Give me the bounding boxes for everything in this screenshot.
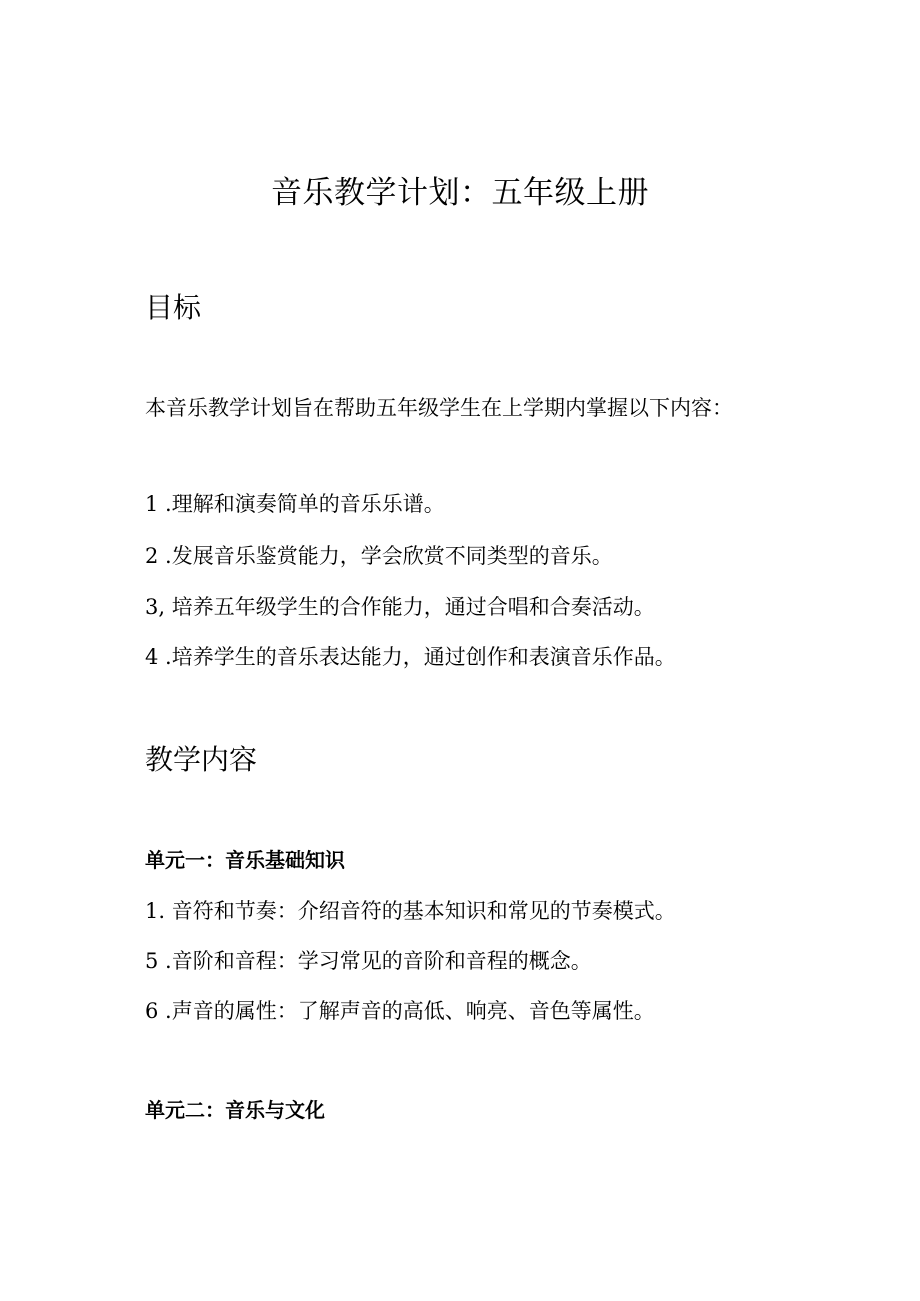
unit1-item: 5 .音阶和音程：学习常见的音阶和音程的概念。 bbox=[145, 949, 592, 973]
document-title: 音乐教学计划：五年级上册 bbox=[271, 175, 649, 211]
goal-item: 4 .培养学生的音乐表达能力，通过创作和表演音乐作品。 bbox=[145, 645, 676, 669]
goals-heading: 目标 bbox=[145, 291, 202, 324]
goal-item: 1 .理解和演奏简单的音乐乐谱。 bbox=[145, 492, 445, 516]
content-heading: 教学内容 bbox=[145, 743, 258, 776]
goals-intro: 本音乐教学计划旨在帮助五年级学生在上学期内掌握以下内容： bbox=[145, 396, 733, 420]
unit1-item: 1. 音符和节奏：介绍音符的基本知识和常见的节奏模式。 bbox=[145, 899, 676, 923]
goal-item: 2 .发展音乐鉴赏能力，学会欣赏不同类型的音乐。 bbox=[145, 544, 613, 568]
unit1-item: 6 .声音的属性：了解声音的高低、响亮、音色等属性。 bbox=[145, 999, 655, 1023]
goal-item: 3, 培养五年级学生的合作能力，通过合唱和合奏活动。 bbox=[145, 595, 655, 619]
unit1-heading: 单元一：音乐基础知识 bbox=[145, 848, 345, 872]
unit2-heading: 单元二：音乐与文化 bbox=[145, 1098, 325, 1122]
